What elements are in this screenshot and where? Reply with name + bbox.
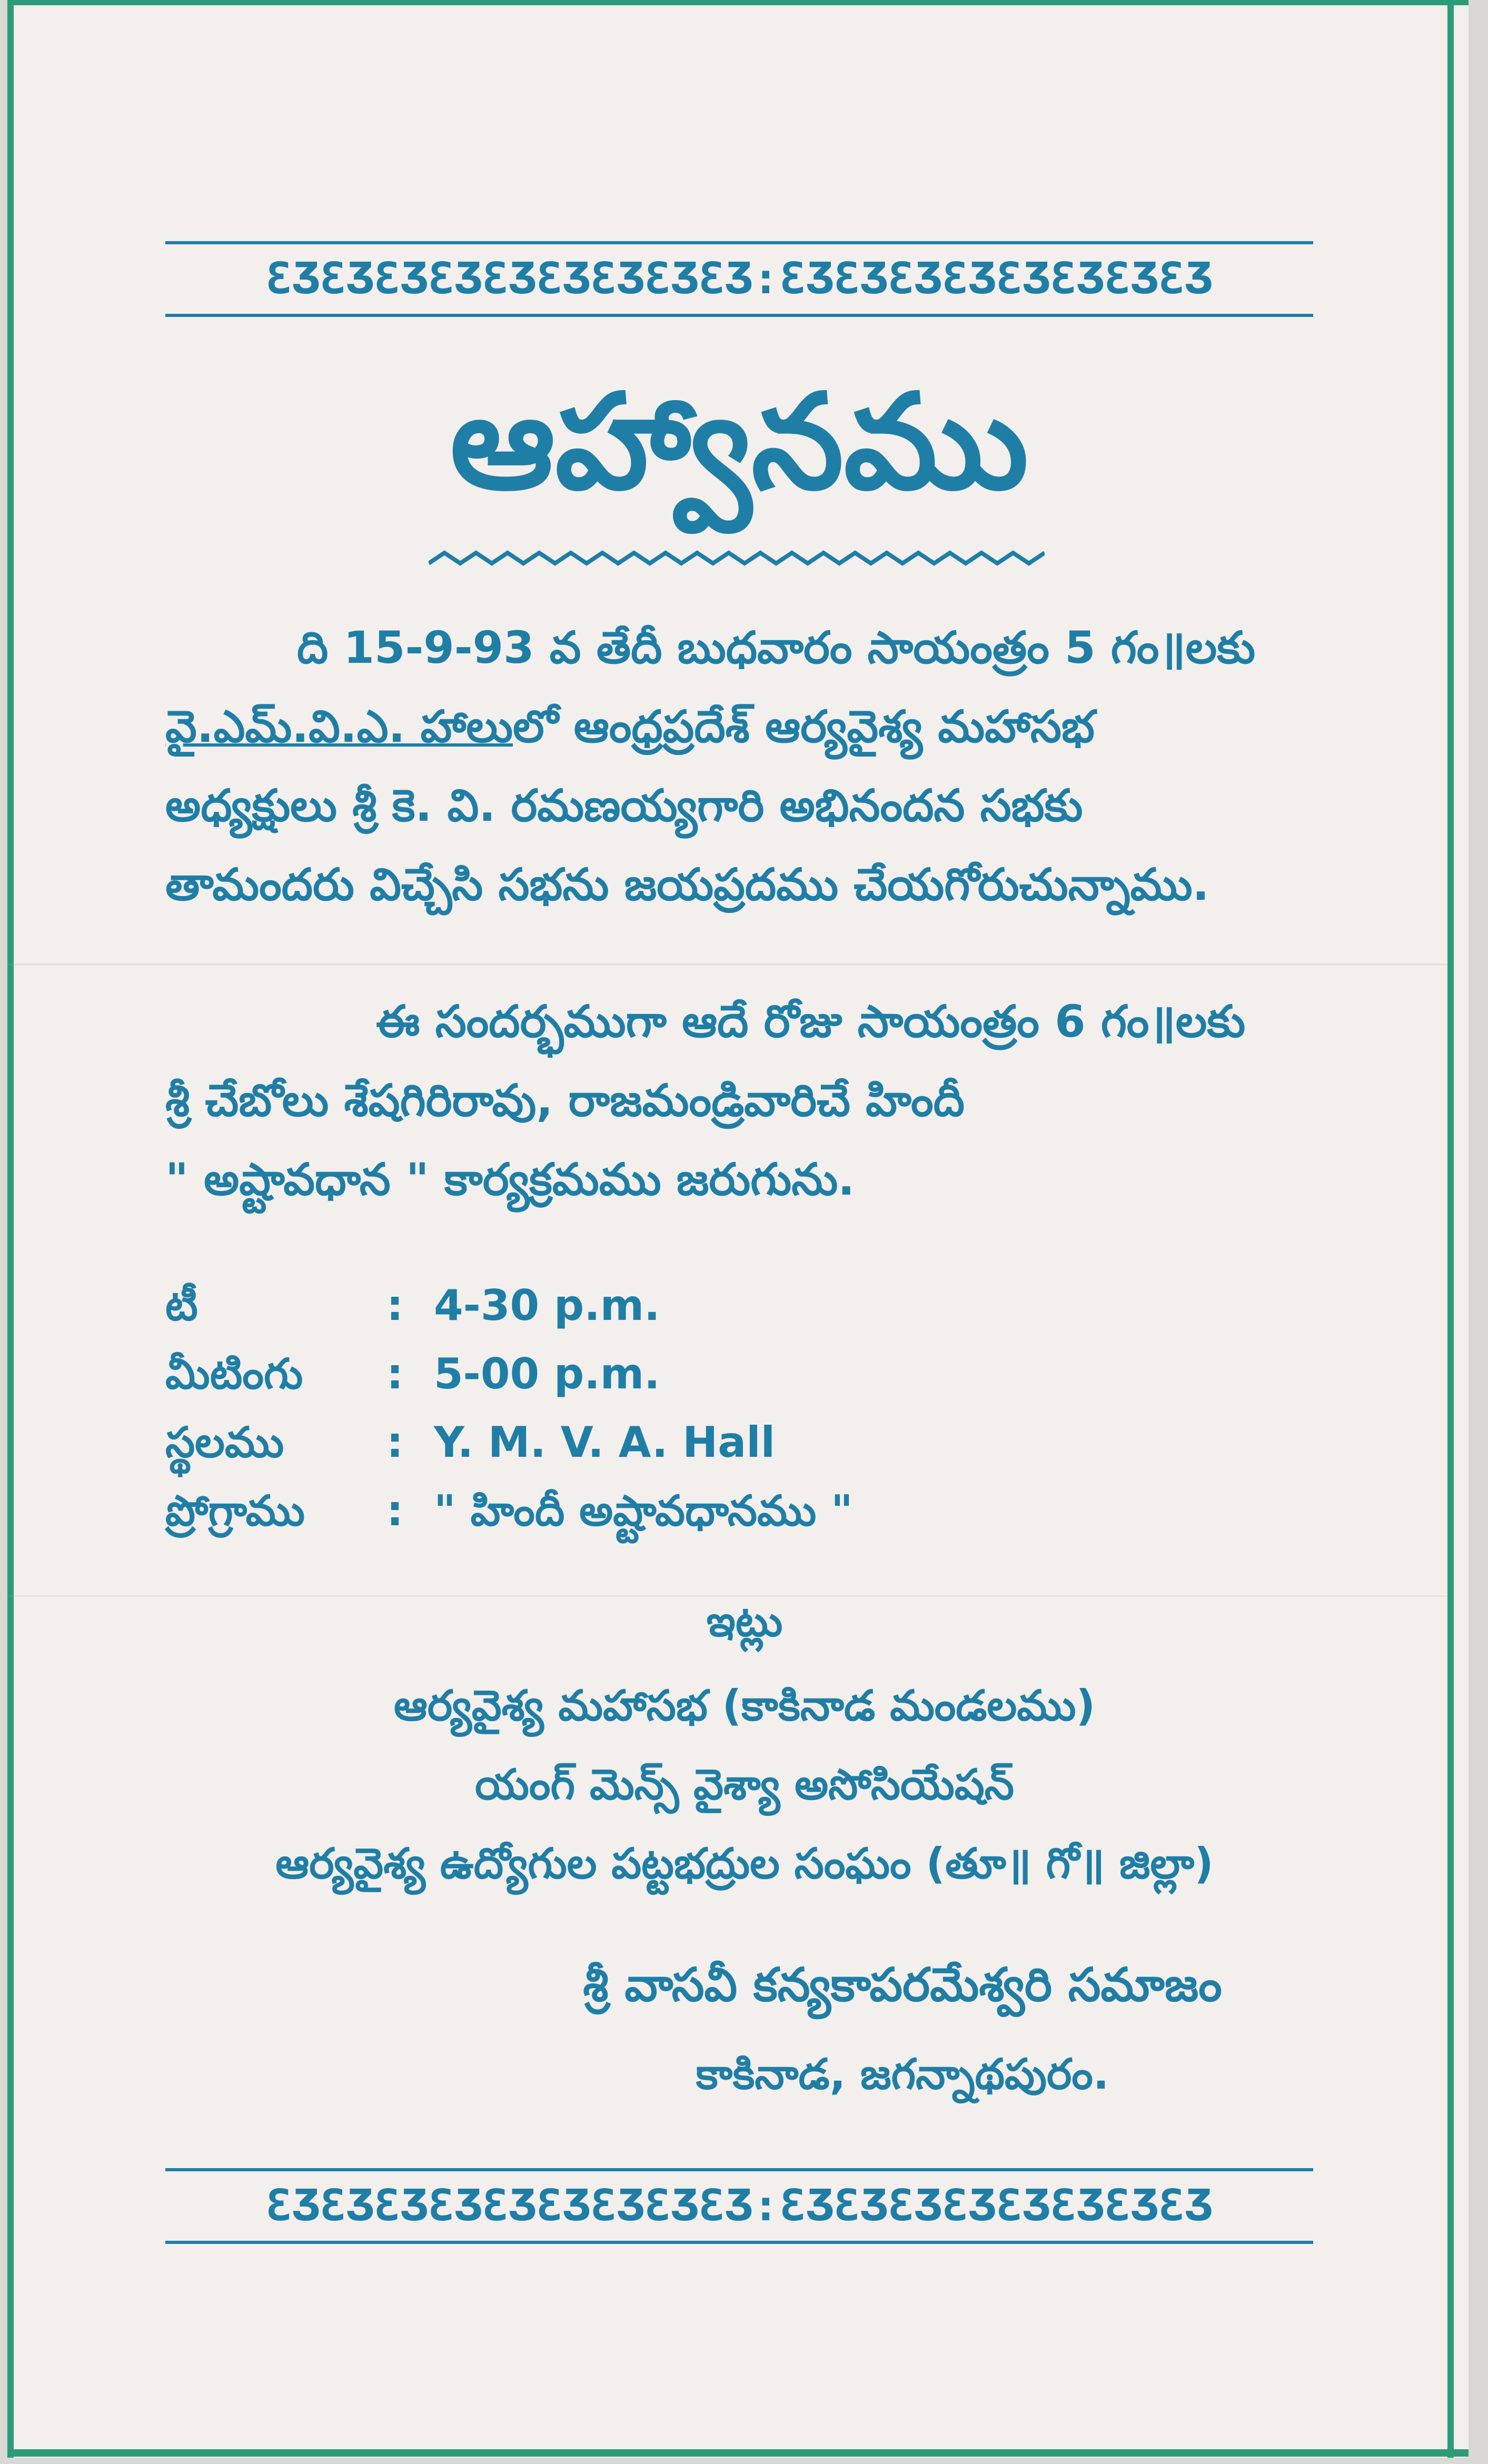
- title-underline-zigzag: [429, 548, 1045, 569]
- signoff-org3: ఆర్యవైశ్య ఉద్యోగుల పట్టభద్రుల సంఘం (తూ॥ గో॥ జిల్లా): [275, 1839, 1214, 1888]
- top-decorative-border: [165, 237, 1313, 321]
- signoff-org4: శ్రీ వాసవీ కన్యకాపరమేశ్వరి సమాజం: [583, 1958, 1222, 2012]
- frame-border-bottom: [7, 2449, 1469, 2457]
- paragraph2-line1: ఈ సందర్భముగా ఆదే రోజు సాయంత్రం 6 గం॥లకు: [376, 996, 1246, 1047]
- fold-crease: [7, 963, 1447, 966]
- paragraph1-line1: ది 15-9-93 వ తేదీ బుధవారం సాయంత్రం 5 గం॥లకు: [297, 622, 1256, 673]
- signoff-org1: ఆర్యవైశ్య మహాసభ (కాకినాడ మండలము): [393, 1681, 1096, 1730]
- signoff-itlu: ఇట్లు: [706, 1597, 783, 1646]
- paragraph1-line2: వై.ఎమ్.వి.ఎ. హాలులో ఆంధ్రప్రదేశ్ ఆర్యవైశ్య మహాసభ: [165, 701, 1095, 752]
- paragraph2-line2: శ్రీ చేబోలు శేషగిరిరావు, రాజమండ్రివారిచే హిందీ: [165, 1075, 965, 1126]
- frame-border-left: [7, 0, 14, 2458]
- paragraph1-line3: అధ్యక్షులు శ్రీ కె. వి. రమణయ్యగారి అభినందన సభకు: [165, 780, 1083, 831]
- frame-border-right: [1447, 0, 1454, 2458]
- bottom-border-pattern: ƐƷƐƷƐƷƐƷƐƷƐƷƐƷƐƷƐƷ:ƐƷƐƷƐƷƐƷƐƷƐƷƐƷƐƷ: [266, 2181, 1213, 2231]
- bottom-decorative-border: [165, 2164, 1313, 2248]
- page-title: ఆహ్వానము: [450, 365, 1029, 519]
- invitation-paper: ƐƷƐƷƐƷƐƷƐƷƐƷƐƷƐƷƐƷ:ƐƷƐƷƐƷƐƷƐƷƐƷƐƷƐƷ ఆహ్వానము ది 15-9-93 వ తేదీ బుధవారం సాయంత్రం 5 గం॥లకు వై.ఎమ్.వి.ఎ. హాలులో ఆంధ్రప్రదేశ్ ఆర్యవైశ్య మహాసభ అధ్యక్షులు శ్రీ కె. వి. రమణయ్యగారి అభినందన సభకు తామందరు విచ్చేసి సభను జయప్రదము చేయగోరుచున్నాము. ఈ సందర్భముగా ఆదే రోజు సాయంత్రం 6 గం॥లకు శ్రీ చేబోలు శేషగిరిరావు, రాజమండ్రివారిచే హిందీ " అష్టావధాన " కార్యక్రమము జరుగును. టీ : 4-30 p.m. మీటింగు : 5-00 p.m. స్థలము : Y. M. V. A. Hall ప్రోగ్రాము : " హిందీ అష్టావధానము " ఇట్లు ఆర్యవైశ్య మహాసభ (కాకినాడ మండలము) యంగ్ మెన్స్ వైశ్యా అసోసియేషన్ ఆర్యవైశ్య ఉద్యోగుల పట్టభద్రుల సంఘం (తూ॥ గో॥ జిల్లా) శ్రీ వాసవీ కన్యకాపరమేశ్వరి సమాజం కాకినాడ, జగన్నాథపురం. ƐƷƐƷƐƷƐƷƐƷƐƷƐƷƐƷƐƷ:ƐƷƐƷƐƷƐƷƐƷƐƷƐƷƐƷ: [7, 0, 1469, 2458]
- paragraph1-line4: తామందరు విచ్చేసి సభను జయప్రదము చేయగోరుచున్నాము.: [165, 859, 1209, 910]
- signoff-org2: యంగ్ మెన్స్ వైశ్యా అసోసియేషన్: [475, 1760, 1014, 1809]
- top-border-pattern: ƐƷƐƷƐƷƐƷƐƷƐƷƐƷƐƷƐƷ:ƐƷƐƷƐƷƐƷƐƷƐƷƐƷƐƷ: [266, 254, 1213, 304]
- venue-underlined: వై.ఎమ్.వి.ఎ. హాలు: [165, 701, 513, 752]
- frame-border-top: [7, 0, 1469, 5]
- signoff-place: కాకినాడ, జగన్నాథపురం.: [696, 2050, 1109, 2099]
- paragraph2-line3: " అష్టావధాన " కార్యక్రమము జరుగును.: [165, 1154, 855, 1205]
